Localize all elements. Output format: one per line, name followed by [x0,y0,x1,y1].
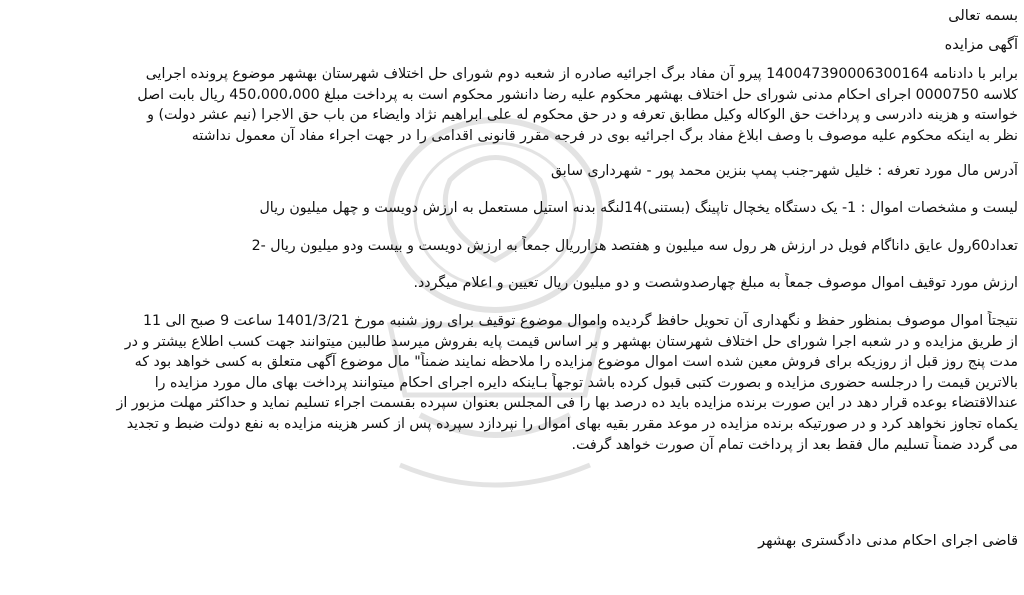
intro-line: برابر با دادنامه 140047390006300164 پیرو آن مفاد برگ اجرائیه صادره از شعبه دوم شورای حل اختلاف شهرستان بهشهر موضوع پرونده اجرایی [145,66,1018,83]
intro-line: کلاسه 0000750 اجرای احکام مدنی شورای حل اختلاف بهشهر محکوم علیه رضا دانشور محکوم است به پرداخت مبلغ 450،000،000 ریال بابت اصل [137,86,1018,103]
notice-title: آگهی مزایده [944,36,1018,53]
address-line: آدرس مال مورد تعرفه : خلیل شهر-جنب پمپ بنزین محمد پور - شهرداری سابق [550,162,1018,179]
items-line-2: تعداد60رول عایق داناگام فویل در ارزش هر رول سه میلیون و هفتصد هزارریال جمعاً به ارزش دویست و بیست ودو میلیون ریال -2 [251,237,1018,254]
items-line-1: لیست و مشخصات اموال : 1- یک دستگاه یخچال تاپینگ (بستنی)14لنگه بدنه استیل مستعمل به ارزش دویست و چهل میلیون ریال [259,200,1018,217]
valuation-line: ارزش مورد توقیف اموال موصوف جمعاً به مبلغ چهارصدوشصت و دو میلیون ریال تعیین و اعلام میگردد. [413,275,1018,292]
conclusion-paragraph [8,311,1018,455]
notice-body [8,6,1018,469]
conclusion-line: یکماه تجاوز نخواهد کرد و در صورتیکه برنده مزایده در موعد مقرر بقیه بهای اموال را نپردازد سپرده پس از کسر هزینه مزایده به نفع دولت ضبط و تجدید [126,415,1018,432]
conclusion-line: عندالاقتضاء بوعده قرار دهد در این صورت برنده مزایده باید ده درصد بها را فی المجلس بعنوان سپرده بقسمت اجراء تسلیم نماید و حداکثر مهلت مزبور از [116,395,1018,412]
intro-line: خواسته و هزینه دادرسی و پرداخت حق الوکاله وکیل مطابق تعرفه و در حق محکوم له علی ابراهیم نژاد وایضاء من باب حق الاجرا (نیم عشر دولت) و [147,107,1018,124]
intro-paragraph [8,64,1018,146]
judge-signature-line: قاضی اجرای احکام مدنی دادگستری بهشهر [758,533,1018,549]
conclusion-line: نتیجتاً اموال موصوف بمنظور حفظ و نگهداری آن تحویل حافظ گردیده واموال موضوع توقیف برای روز شنبه مورخ 1401/3/21 ساعت 9 صبح الی 11 [142,312,1018,329]
intro-line: نظر به اینکه محکوم علیه موصوف با وصف ابلاغ مفاد برگ اجرائیه بوی در فرجه مقرر قانونی اقدامی را در جهت اجراء مفاد آن معمول نداشته [191,127,1018,144]
conclusion-line: بالاترین قیمت را درجلسه حضوری مزایده و بصورت کتبی قبول کرده باشد توجهاً بـاینکه دایره اجرای احکام میتوانند پرداخت بهای مال مورد مزایده را [154,374,1018,391]
conclusion-line: مدت پنج روز قبل از روزیکه برای فروش معین شده است اموال موضوع مزایده را ملاحظه نمایند ضمناً" مال موضوع آگهی متعلق به کسی خواهد بود که [134,354,1018,371]
conclusion-line: از طریق مزایده و در شعبه اجرا شورای حل اختلاف شهرستان بهشهر و بر اساس قیمت پایه بفروش میرسد طالبین میتوانند جهت کسب اطلاع بیشتر و در [124,333,1018,350]
bismillah-heading: بسمه تعالی [948,8,1018,24]
conclusion-line: می گردد ضمناً تسلیم مال فقط بعد از پرداخت تمام آن صورت خواهد گرفت. [571,436,1018,453]
